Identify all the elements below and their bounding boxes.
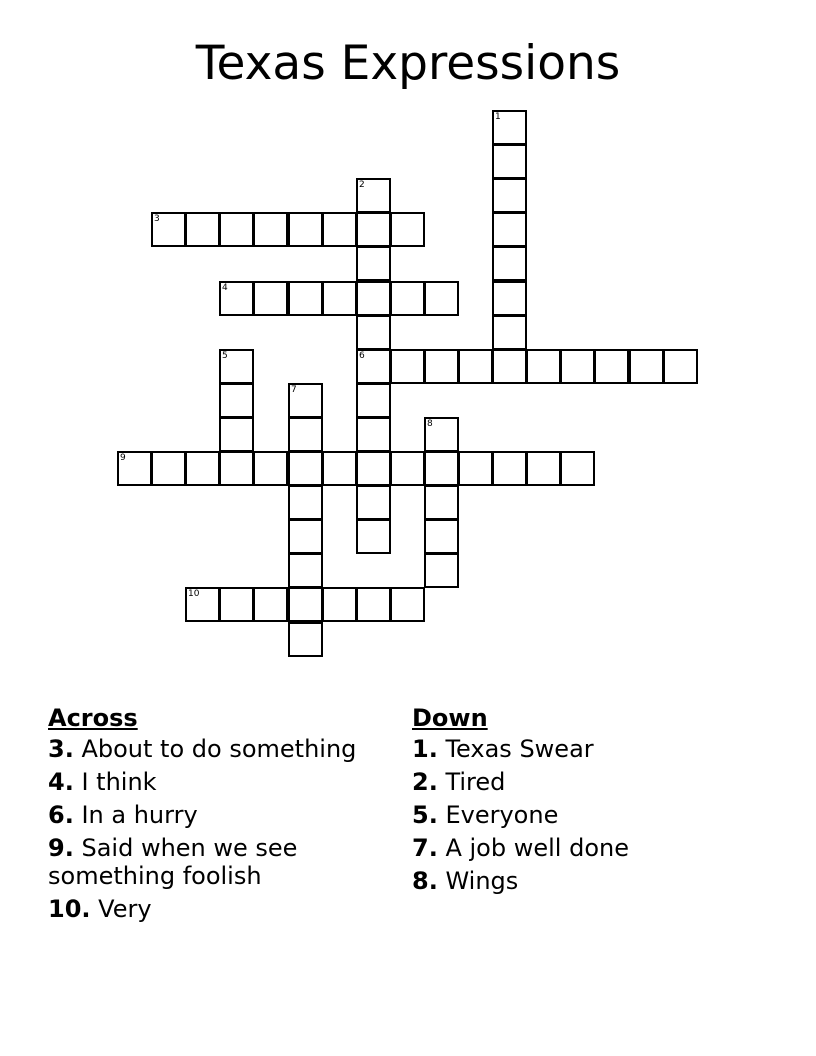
across-heading: Across — [48, 704, 138, 732]
crossword-cell[interactable] — [492, 349, 527, 384]
clue-number: 8. — [412, 867, 438, 895]
clue-across-10 — [48, 895, 388, 923]
crossword-cell[interactable] — [356, 246, 391, 281]
crossword-cell[interactable] — [356, 349, 391, 384]
cell-number: 2 — [359, 180, 365, 190]
crossword-cell[interactable] — [390, 587, 425, 622]
clue-number: 7. — [412, 834, 438, 862]
crossword-cell[interactable] — [424, 451, 459, 486]
crossword-cell[interactable] — [492, 144, 527, 179]
crossword-cell[interactable] — [458, 451, 493, 486]
clue-across-3 — [48, 735, 388, 763]
clue-down-5 — [412, 801, 752, 829]
crossword-cell[interactable] — [356, 519, 391, 554]
crossword-cell[interactable] — [492, 246, 527, 281]
cell-number: 5 — [222, 351, 228, 361]
clue-number: 6. — [48, 801, 74, 829]
crossword-cell[interactable] — [356, 178, 391, 213]
crossword-cell[interactable] — [424, 349, 459, 384]
crossword-cell[interactable] — [288, 281, 323, 316]
clue-text: Everyone — [445, 801, 559, 829]
crossword-cell[interactable] — [492, 110, 527, 145]
crossword-cell[interactable] — [219, 212, 254, 247]
crossword-cell[interactable] — [424, 519, 459, 554]
clue-across-6 — [48, 801, 388, 829]
cell-number: 1 — [495, 112, 501, 122]
clue-text: About to do something — [81, 735, 357, 763]
crossword-cell[interactable] — [492, 178, 527, 213]
crossword-cell[interactable] — [424, 553, 459, 588]
crossword-cell[interactable] — [219, 349, 254, 384]
clue-number: 9. — [48, 834, 74, 862]
crossword-cell[interactable] — [356, 417, 391, 452]
cell-number: 7 — [291, 385, 297, 395]
crossword-cell[interactable] — [219, 451, 254, 486]
clue-across-9 — [48, 834, 388, 890]
crossword-cell[interactable] — [424, 417, 459, 452]
crossword-cell[interactable] — [288, 587, 323, 622]
clue-number: 3. — [48, 735, 74, 763]
crossword-cell[interactable] — [219, 417, 254, 452]
crossword-cell[interactable] — [356, 281, 391, 316]
crossword-cell[interactable] — [288, 212, 323, 247]
crossword-cell[interactable] — [253, 587, 288, 622]
down-heading: Down — [412, 704, 488, 732]
crossword-cell[interactable] — [151, 212, 186, 247]
cell-number: 4 — [222, 283, 228, 293]
crossword-cell[interactable] — [663, 349, 698, 384]
crossword-cell[interactable] — [151, 451, 186, 486]
crossword-cell[interactable] — [424, 281, 459, 316]
crossword-cell[interactable] — [356, 315, 391, 350]
clue-down-8 — [412, 867, 752, 895]
crossword-cell[interactable] — [424, 485, 459, 520]
crossword-cell[interactable] — [526, 451, 561, 486]
crossword-cell[interactable] — [322, 587, 357, 622]
down-clues — [412, 702, 752, 900]
across-clues — [48, 702, 388, 928]
clue-text: Wings — [445, 867, 519, 895]
clue-down-1 — [412, 735, 752, 763]
cell-number: 10 — [188, 589, 200, 599]
clue-number: 5. — [412, 801, 438, 829]
clue-text: Texas Swear — [445, 735, 594, 763]
crossword-cell[interactable] — [390, 451, 425, 486]
crossword-cell[interactable] — [219, 281, 254, 316]
crossword-cell[interactable] — [594, 349, 629, 384]
crossword-cell[interactable] — [492, 212, 527, 247]
crossword-cell[interactable] — [219, 587, 254, 622]
crossword-cell[interactable] — [288, 451, 323, 486]
clue-down-7 — [412, 834, 752, 862]
crossword-cell[interactable] — [390, 349, 425, 384]
cell-number: 6 — [359, 351, 365, 361]
crossword-cell[interactable] — [253, 212, 288, 247]
crossword-cell[interactable] — [526, 349, 561, 384]
clue-number: 1. — [412, 735, 438, 763]
crossword-cell[interactable] — [356, 212, 391, 247]
crossword-cell[interactable] — [219, 383, 254, 418]
crossword-cell[interactable] — [356, 383, 391, 418]
clue-text: In a hurry — [81, 801, 198, 829]
crossword-cell[interactable] — [288, 553, 323, 588]
crossword-cell[interactable] — [390, 281, 425, 316]
cell-number: 9 — [120, 453, 126, 463]
cell-number: 8 — [427, 419, 433, 429]
crossword-cell[interactable] — [288, 383, 323, 418]
clue-text: I think — [81, 768, 157, 796]
crossword-cell[interactable] — [253, 281, 288, 316]
crossword-cell[interactable] — [288, 519, 323, 554]
clue-across-4 — [48, 768, 388, 796]
crossword-cell[interactable] — [288, 622, 323, 657]
crossword-cell[interactable] — [492, 451, 527, 486]
crossword-cell[interactable] — [185, 212, 220, 247]
clue-text: A job well done — [445, 834, 629, 862]
clue-number: 2. — [412, 768, 438, 796]
crossword-cell[interactable] — [492, 315, 527, 350]
crossword-cell[interactable] — [356, 587, 391, 622]
crossword-cell[interactable] — [356, 485, 391, 520]
crossword-cell[interactable] — [322, 451, 357, 486]
crossword-cell[interactable] — [185, 451, 220, 486]
crossword-cell[interactable] — [117, 451, 152, 486]
clue-number: 10. — [48, 895, 91, 923]
crossword-cell[interactable] — [322, 212, 357, 247]
crossword-cell[interactable] — [629, 349, 664, 384]
crossword-cell[interactable] — [356, 451, 391, 486]
crossword-cell[interactable] — [253, 451, 288, 486]
crossword-cell[interactable] — [288, 417, 323, 452]
crossword-cell[interactable] — [560, 349, 595, 384]
crossword-cell[interactable] — [492, 281, 527, 316]
crossword-cell[interactable] — [322, 281, 357, 316]
crossword-cell[interactable] — [560, 451, 595, 486]
crossword-cell[interactable] — [288, 485, 323, 520]
clue-text: Tired — [445, 768, 506, 796]
page-title: Texas Expressions — [195, 36, 621, 91]
clue-number: 4. — [48, 768, 74, 796]
crossword-cell[interactable] — [458, 349, 493, 384]
clue-down-2 — [412, 768, 752, 796]
clue-text: Said when we see something foolish — [48, 834, 298, 890]
crossword-cell[interactable] — [390, 212, 425, 247]
crossword-cell[interactable] — [185, 587, 220, 622]
cell-number: 3 — [154, 214, 160, 224]
clue-text: Very — [98, 895, 152, 923]
